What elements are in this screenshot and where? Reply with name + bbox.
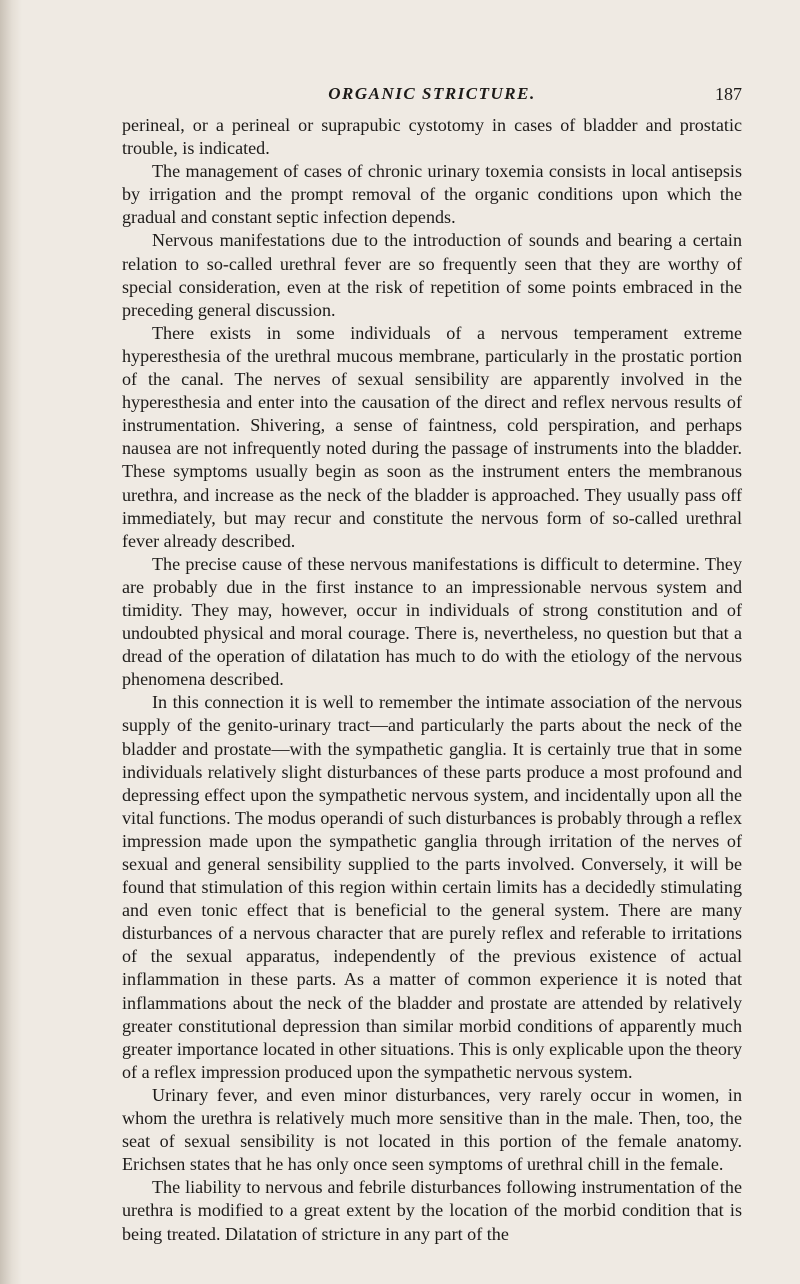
paragraph-2: The management of cases of chronic urinary toxemia consists in local antisepsis by irrigation and the prompt removal of the organic conditions upon which the gradual and constant septic infection depends. (122, 161, 742, 228)
page-number: 187 (715, 84, 742, 104)
paragraph-3: Nervous manifestations due to the introduction of sounds and bearing a certain relation to so-called urethral fever are so frequently seen that they are worthy of special consideration, even at the risk of repetition of some points embraced in the preceding general discussion. (122, 230, 742, 320)
paragraph-6: In this connection it is well to remember the intimate association of the nervous supply of the genito-urinary tract—and particularly the parts about the neck of the bladder and prostate—with the sympathetic ganglia. It is certainly true that in some individuals relatively slight disturbances of these parts produce a most profound and depressing effect upon the sympathetic nervous system, and incidentally upon all the vital functions. The modus operandi of such disturbances is probably through a reflex impression made upon the sympathetic ganglia through irritation of the nerves of sexual and general sensibility supplied to the parts involved. Conversely, it will be found that stimulation of this region within certain limits has a decidedly stimulating and even tonic effect that is beneficial to the general system. There are many disturbances of a nervous character that are purely reflex and referable to irritations of the sexual apparatus, independently of the previous existence of actual inflammation in these parts. As a matter of common experience it is noted that inflammations about the neck of the bladder and prostate are attended by relatively greater constitutional depression than similar morbid conditions of apparently much greater importance located in other situations. This is only explicable upon the theory of a reflex impression produced upon the sympathetic nervous system. (122, 692, 742, 1082)
paragraph-7: Urinary fever, and even minor disturbances, very rarely occur in women, in whom the urethra is relatively much more sensitive than in the male. Then, too, the seat of sexual sensibility is not located in this portion of the female anatomy. Erichsen states that he has only once seen symptoms of urethral chill in the female. (122, 1084, 742, 1175)
page-header (122, 84, 742, 108)
paragraph-8: The liability to nervous and febrile disturbances following instrumentation of the urethra is modified to a great extent by the location of the morbid condition that is being treated. Dilatation of stricture in any part of the (122, 1177, 742, 1244)
body-text (122, 114, 742, 1246)
paragraph-4: There exists in some individuals of a nervous temperament extreme hyperesthesia of the urethral mucous membrane, particularly in the prostatic portion of the canal. The nerves of sexual sensibility are apparently involved in the hyperesthesia and enter into the causation of the direct and reflex nervous results of instrumentation. Shivering, a sense of faintness, cold perspiration, and perhaps nausea are not infrequently noted during the passage of instruments into the bladder. These symptoms usually begin as soon as the instrument enters the membranous urethra, and increase as the neck of the bladder is approached. They usually pass off immediately, but may recur and constitute the nervous form of so-called urethral fever already described. (122, 322, 742, 551)
paragraph-5: The precise cause of these nervous manifestations is difficult to determine. They are probably due in the first instance to an impressionable nervous system and timidity. They may, however, occur in individuals of strong constitution and of undoubted physical and moral courage. There is, nevertheless, no question but that a dread of the operation of dilatation has much to do with the etiology of the nervous phenomena described. (122, 553, 742, 690)
paragraph-1: perineal, or a perineal or suprapubic cystotomy in cases of bladder and prostatic trouble, is indicated. (122, 115, 742, 159)
page-edge-shadow (0, 0, 22, 1284)
book-page (122, 84, 742, 1246)
running-head: ORGANIC STRICTURE. (328, 84, 536, 103)
